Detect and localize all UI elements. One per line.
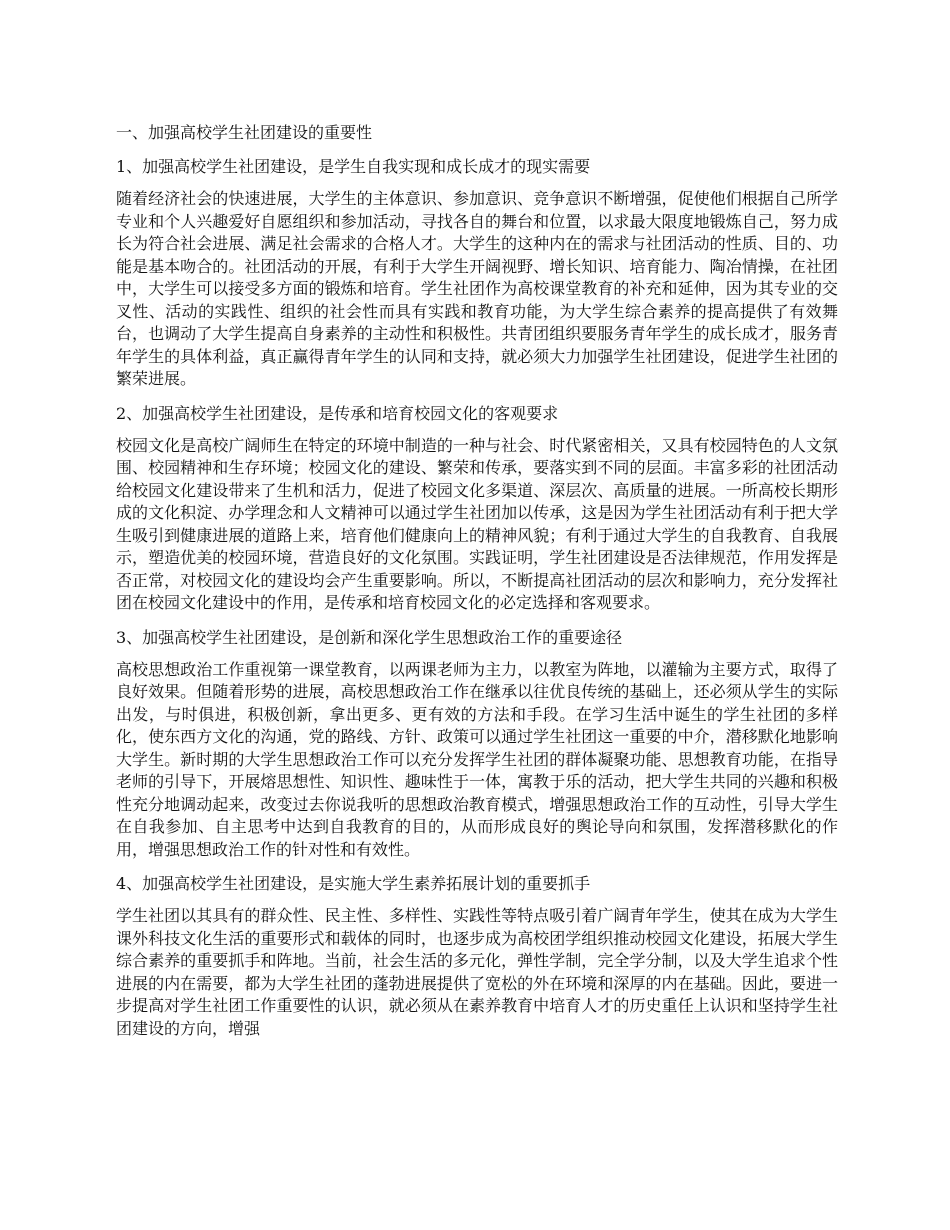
- document-title: 一、加强高校学生社团建设的重要性: [116, 123, 373, 142]
- section-4-paragraph: 学生社团以其具有的群众性、民主性、多样性、实践性等特点吸引着广阔青年学生，使其在成为大学生课外科技文化生活的重要形式和载体的同时，也逐步成为高校团学组织推动校园文化建设，拓展大学生综合素养的重要抓手和阵地。当前，社会生活的多元化，弹性学制，完全学分制，以及大学生追求个性进展的内在需要，都为大学生社团的蓬勃进展提供了宽松的外在环境和深厚的内在基础。因此，要进一步提高对学生社团工作重要性的认识，就必须从在素养教育中培育人才的历史重任上认识和坚持学生社团建设的方向，增强: [116, 906, 838, 1038]
- section-3-heading: 3、加强高校学生社团建设，是创新和深化学生思想政治工作的重要途径: [116, 627, 623, 647]
- section-2-heading: 2、加强高校学生社团建设，是传承和培育校园文化的客观要求: [116, 403, 559, 423]
- section-4-heading: 4、加强高校学生社团建设，是实施大学生素养拓展计划的重要抓手: [116, 874, 591, 893]
- section-1-paragraph: 随着经济社会的快速进展，大学生的主体意识、参加意识、竞争意识不断增强，促使他们根据自己所学专业和个人兴趣爱好自愿组织和参加活动，寻找各自的舞台和位置，以求最大限度地锻炼自己，努力成长为符合社会进展、满足社会需求的合格人才。大学生的这种内在的需求与社团活动的性质、目的、功能是基本吻合的。社团活动的开展，有利于大学生开阔视野、增长知识、培育能力、陶冶情操，在社团中，大学生可以接受多方面的锻炼和培育。学生社团作为高校课堂教育的补充和延伸，因为其专业的交叉性、活动的实践性、组织的社会性而具有实践和教育功能，为大学生综合素养的提高提供了有效舞台，也调动了大学生提高自身素养的主动性和积极性。共青团组织要服务青年学生的成长成才，服务青年学生的具体利益，真正赢得青年学生的认同和支持，就必须大力加强学生社团建设，促进学生社团的繁荣进展。: [116, 189, 838, 388]
- section-1-heading: 1、加强高校学生社团建设，是学生自我实现和成长成才的现实需要: [116, 157, 591, 176]
- section-3-paragraph: 高校思想政治工作重视第一课堂教育，以两课老师为主力，以教室为阵地，以灌输为主要方式，取得了良好效果。但随着形势的进展，高校思想政治工作在继承以往优良传统的基础上，还必须从学生的实际出发，与时俱进，积极创新，拿出更多、更有效的方法和手段。在学习生活中诞生的学生社团的多样化，使东西方文化的沟通，党的路线、方针、政策可以通过学生社团这一重要的中介，潜移默化地影响大学生。新时期的大学生思想政治工作可以充分发挥学生社团的群体凝聚功能、思想教育功能，在指导老师的引导下，开展熔思想性、知识性、趣味性于一体，寓教于乐的活动，把大学生共同的兴趣和积极性充分地调动起来，改变过去你说我听的思想政治教育模式，增强思想政治工作的互动性，引导大学生在自我参加、自主思考中达到自我教育的目的，从而形成良好的舆论导向和氛围，发挥潜移默化的作用，增强思想政治工作的针对性和有效性。: [116, 659, 838, 859]
- document-page: [116, 120, 838, 1050]
- section-2-paragraph: 校园文化是高校广阔师生在特定的环境中制造的一种与社会、时代紧密相关，又具有校园特色的人文氛围、校园精神和生存环境；校园文化的建设、繁荣和传承，要落实到不同的层面。丰富多彩的社团活动给校园文化建设带来了生机和活力，促进了校园文化多渠道、深层次、高质量的进展。一所高校长期形成的文化积淀、办学理念和人文精神可以通过学生社团加以传承，这是因为学生社团活动有利于把大学生吸引到健康进展的道路上来，培育他们健康向上的精神风貌；有利于通过大学生的自我教育、自我展示，塑造优美的校园环境，营造良好的文化氛围。实践证明，学生社团建设是否法律规范，作用发挥是否正常，对校园文化的建设均会产生重要影响。所以，不断提高社团活动的层次和影响力，充分发挥社团在校园文化建设中的作用，是传承和培育校园文化的必定选择和客观要求。: [116, 435, 838, 612]
